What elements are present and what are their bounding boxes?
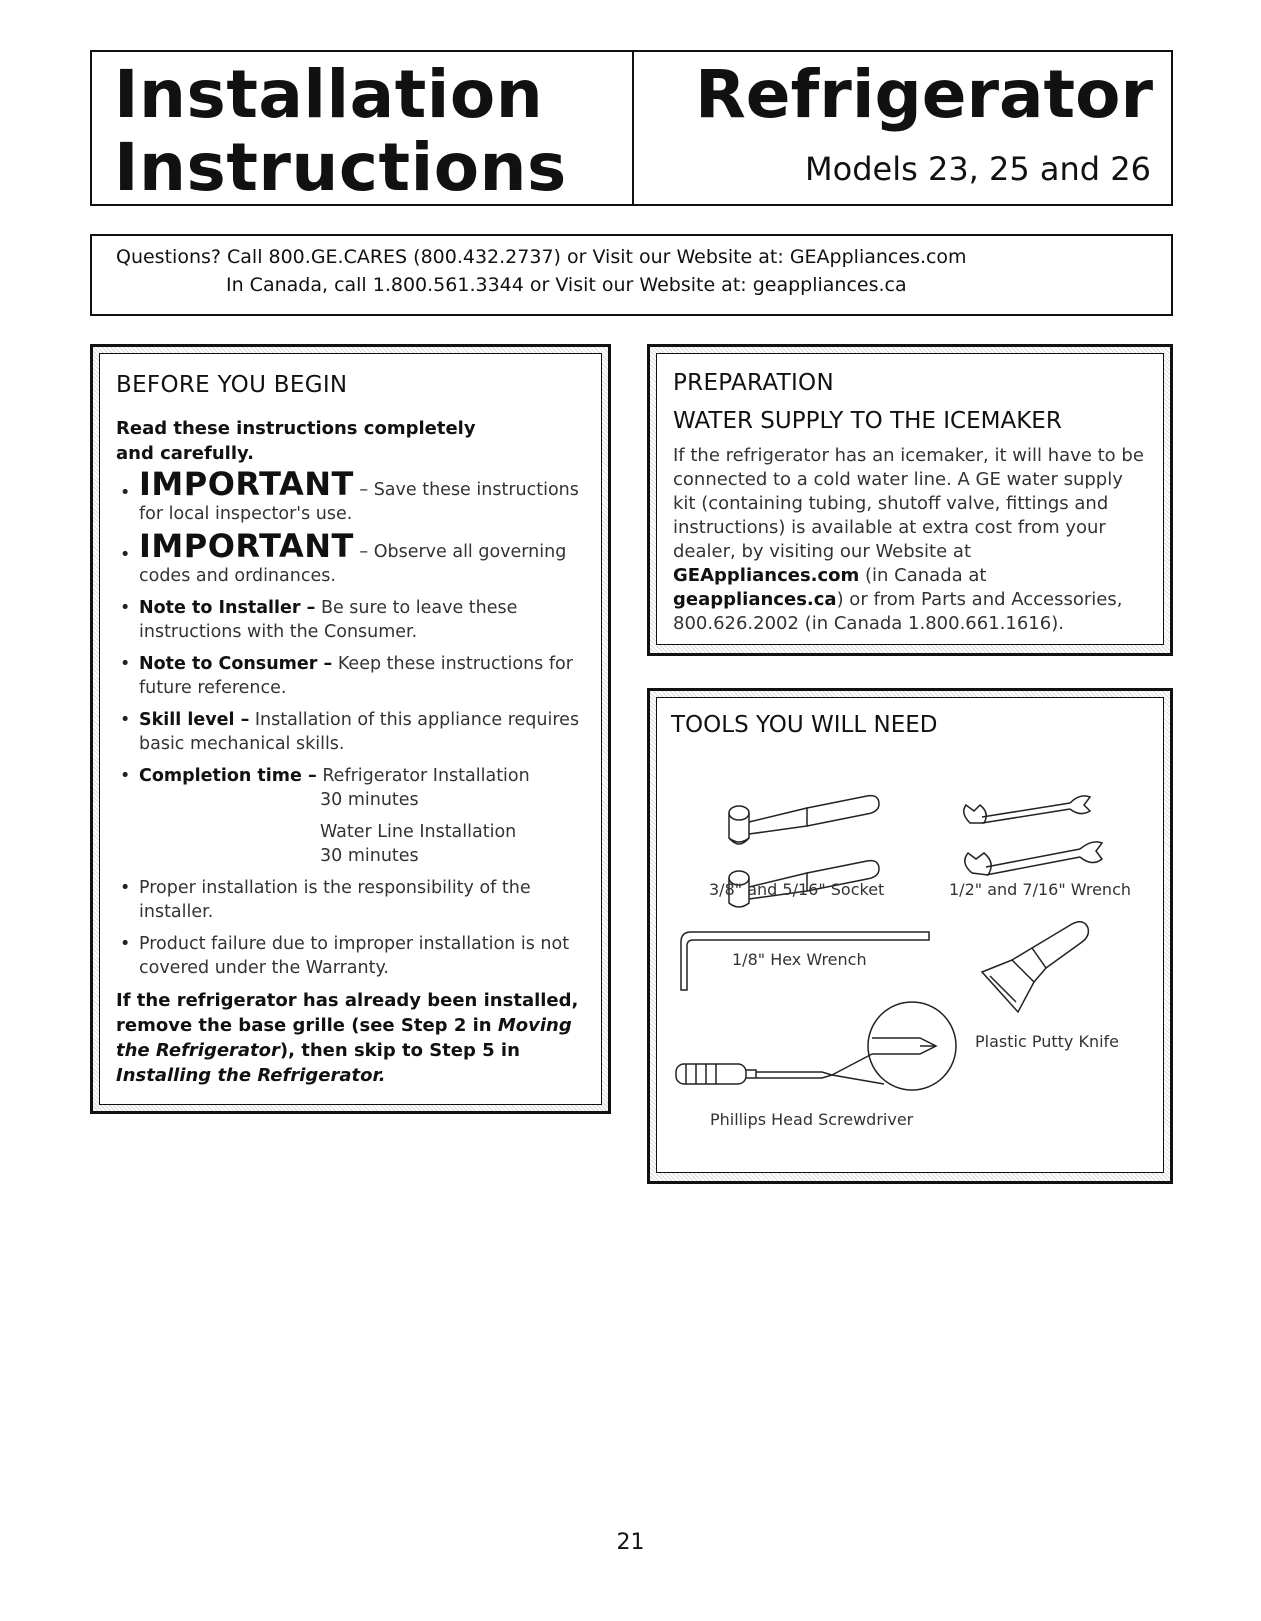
title-line-2: Instructions [114, 129, 567, 206]
contact-us-line: Questions? Call 800.GE.CARES (800.432.2737) or Visit our Website at: GEAppliances.com [116, 246, 967, 268]
item-text: Product failure due to improper installation is not covered under the Warranty. [139, 934, 570, 978]
intro-line-1: Read these instructions completely [116, 418, 476, 439]
item-label: Note to Installer – [139, 598, 316, 618]
title-line-1: Installation [114, 56, 544, 133]
completion-time-1: 30 minutes [320, 790, 419, 810]
list-item [116, 876, 585, 924]
list-item [116, 527, 585, 588]
document-title [114, 58, 567, 204]
item-label: Completion time – [139, 766, 317, 786]
item-text: Refrigerator Installation [316, 766, 530, 786]
contact-canada-line: In Canada, call 1.800.561.3344 or Visit our Website at: geappliances.ca [226, 274, 907, 296]
header-divider [632, 52, 634, 204]
list-item [116, 932, 585, 980]
contact-box [90, 234, 1173, 316]
before-you-begin-panel [99, 353, 602, 1105]
before-you-begin-section [90, 344, 611, 1114]
list-item [116, 652, 585, 700]
product-name: Refrigerator [694, 56, 1153, 133]
item-text: – Save these instructions for local inspector's use. [139, 480, 579, 524]
closing-text: If the refrigerator has already been installed, remove the base grille (see Step 2 in [116, 990, 579, 1036]
list-item [116, 596, 585, 644]
important-label: IMPORTANT [139, 465, 354, 503]
socket-caption: 3/8" and 5/16" Socket [709, 880, 885, 899]
section-subtitle: WATER SUPPLY TO THE ICEMAKER [673, 408, 1062, 434]
wrench-caption: 1/2" and 7/16" Wrench [949, 880, 1132, 899]
section-title: TOOLS YOU WILL NEED [671, 712, 938, 738]
body-text: If the refrigerator has an icemaker, it will have to be connected to a cold water line. A GE water supply kit (containing tubing, shutoff valve, fittings and instructions) is available at extra cost from your dealer, by visiting our Website at [673, 445, 1144, 562]
completion-time-2: 30 minutes [320, 846, 419, 866]
list-item [116, 764, 585, 868]
item-label: Note to Consumer – [139, 654, 333, 674]
intro-line-2: and carefully. [116, 443, 254, 464]
item-text: Installation of this appliance requires basic mechanical skills. [139, 710, 580, 754]
item-text: Keep these instructions for future reference. [139, 654, 573, 698]
model-numbers: Models 23, 25 and 26 [805, 150, 1151, 188]
list-item [116, 465, 585, 526]
preparation-panel [656, 353, 1164, 645]
website-link: GEAppliances.com [673, 565, 860, 586]
instruction-list [116, 465, 585, 980]
tools-panel [656, 697, 1164, 1173]
closing-ref-moving: Moving the Refrigerator [116, 1015, 572, 1061]
screwdriver-caption: Phillips Head Screwdriver [710, 1110, 914, 1129]
closing-note [116, 988, 585, 1088]
section-title: BEFORE YOU BEGIN [116, 372, 348, 398]
item-text: Be sure to leave these instructions with the Consumer. [139, 598, 518, 642]
item-label: Skill level – [139, 710, 250, 730]
closing-text: ), then skip to Step 5 in [279, 1040, 520, 1061]
important-label: IMPORTANT [139, 527, 354, 565]
item-text: Proper installation is the responsibility of the installer. [139, 878, 531, 922]
section-title: PREPARATION [673, 370, 834, 396]
item-text: – Observe all governing codes and ordinances. [139, 542, 567, 586]
preparation-body [673, 444, 1147, 636]
list-item [116, 708, 585, 756]
page-number: 21 [616, 1530, 645, 1555]
tools-section [647, 688, 1173, 1184]
hex-wrench-caption: 1/8" Hex Wrench [732, 950, 867, 969]
intro-text [116, 416, 585, 466]
completion-item-2: Water Line Installation [320, 822, 517, 842]
body-text: (in Canada at [859, 565, 987, 586]
title-block [90, 50, 1173, 206]
screwdriver-icon [672, 998, 972, 1108]
putty-knife-icon [972, 920, 1102, 1030]
body-text: ) or from Parts and Accessories, 800.626.2002 (in Canada 1.800.661.1616). [673, 589, 1123, 634]
closing-ref-installing: Installing the Refrigerator. [116, 1065, 386, 1086]
preparation-section [647, 344, 1173, 656]
website-link-canada: geappliances.ca [673, 589, 837, 610]
putty-knife-caption: Plastic Putty Knife [975, 1032, 1119, 1051]
